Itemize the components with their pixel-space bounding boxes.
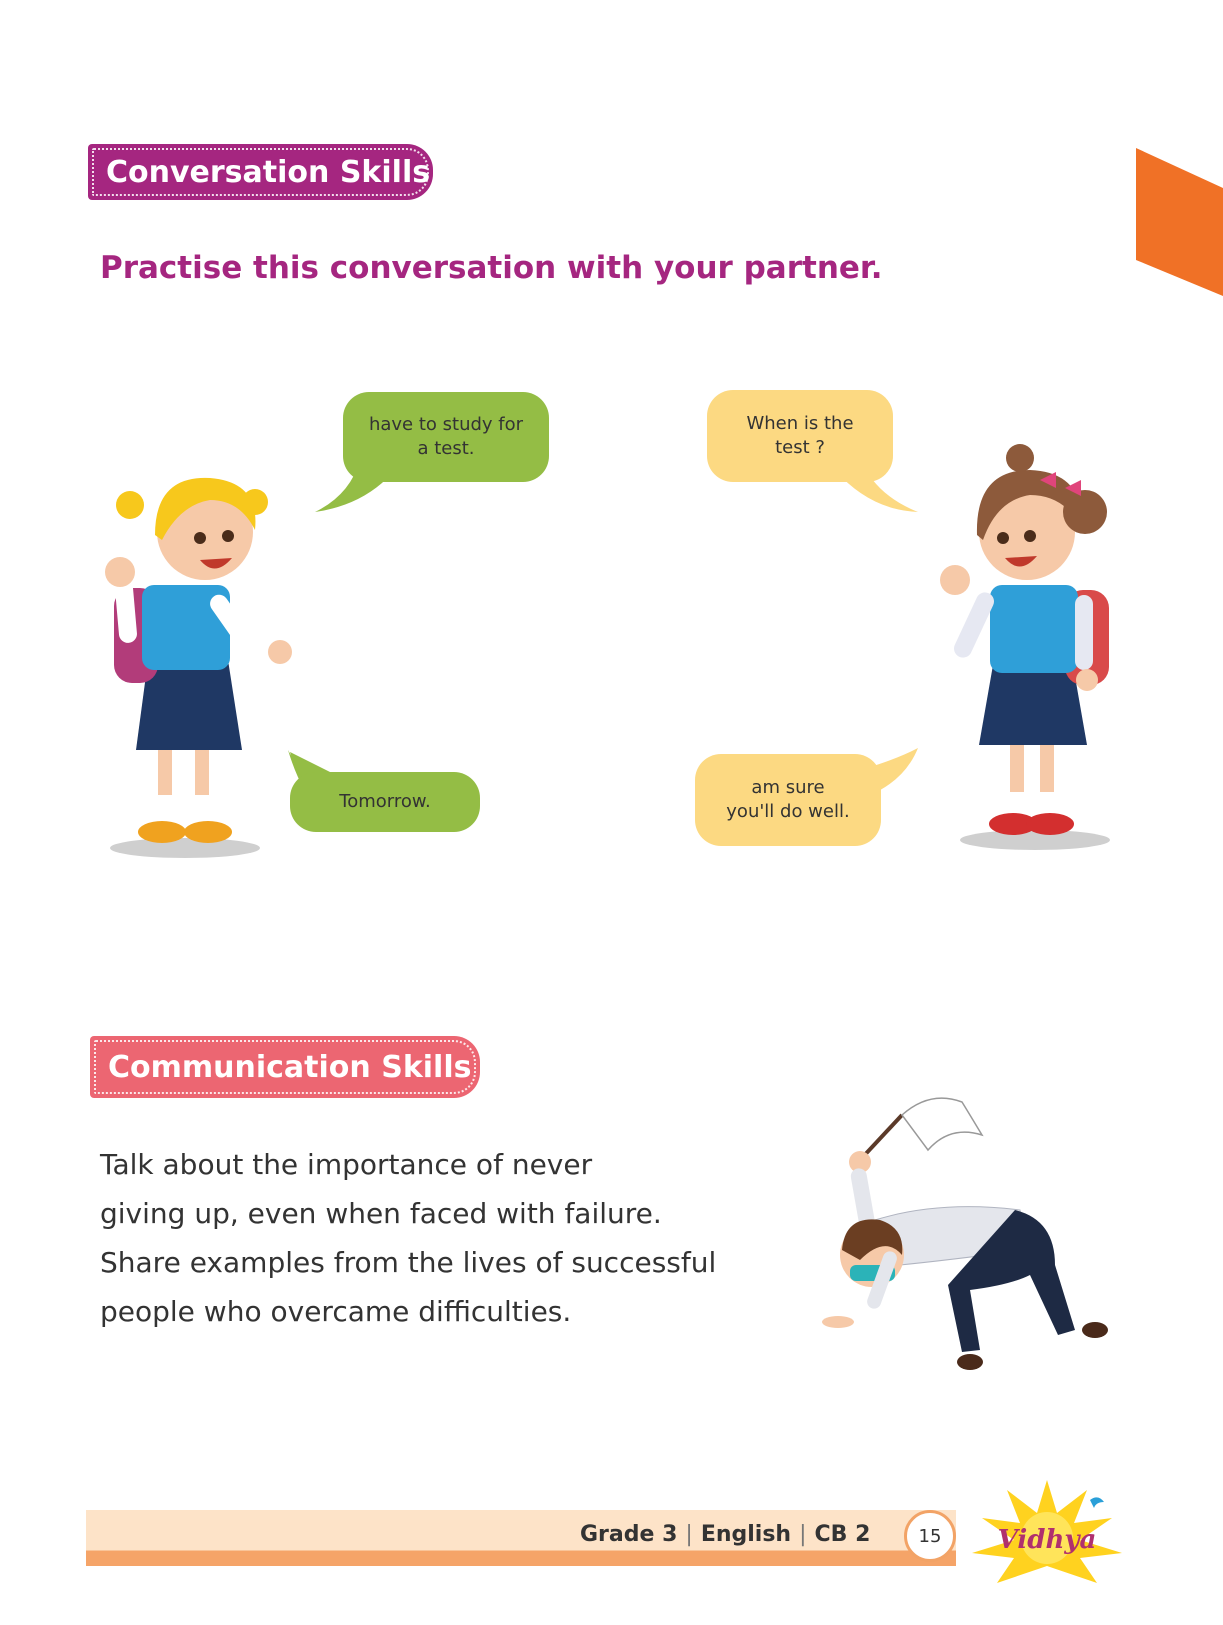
- vidhya-logo-icon: [962, 1478, 1132, 1588]
- girl-blonde-illustration: [100, 460, 310, 860]
- paragraph-line: giving up, even when faced with failure.: [100, 1197, 662, 1230]
- footer-separator: |: [799, 1522, 807, 1547]
- girl-brunette-illustration: [925, 440, 1135, 860]
- vidhya-logo-text: Vidhya: [997, 1525, 1097, 1555]
- footer-grade: Grade 3: [580, 1522, 678, 1547]
- footer-book: CB 2: [814, 1522, 871, 1547]
- speech-bubble-sure: am sure you'll do well.: [695, 754, 881, 846]
- boy-white-flag-illustration: [820, 1090, 1120, 1380]
- speech-bubble-when: When is the test ?: [707, 390, 893, 482]
- conversation-skills-heading: Conversation Skills: [88, 144, 433, 200]
- conversation-instruction: Practise this conversation with your partner.: [100, 250, 883, 286]
- footer-subject: English: [700, 1522, 792, 1547]
- speech-bubble-study: have to study for a test.: [343, 392, 549, 482]
- communication-paragraph: [100, 1140, 740, 1336]
- footer-book-info: [580, 1522, 870, 1547]
- footer-separator: |: [685, 1522, 693, 1547]
- page-number: 15: [904, 1510, 956, 1562]
- paragraph-line: Share examples from the lives of successful: [100, 1246, 717, 1279]
- paragraph-line: people who overcame difficulties.: [100, 1295, 572, 1328]
- paragraph-line: Talk about the importance of never: [100, 1148, 593, 1181]
- speech-bubble-tomorrow: Tomorrow.: [290, 772, 480, 832]
- communication-skills-heading: Communication Skills: [90, 1036, 480, 1098]
